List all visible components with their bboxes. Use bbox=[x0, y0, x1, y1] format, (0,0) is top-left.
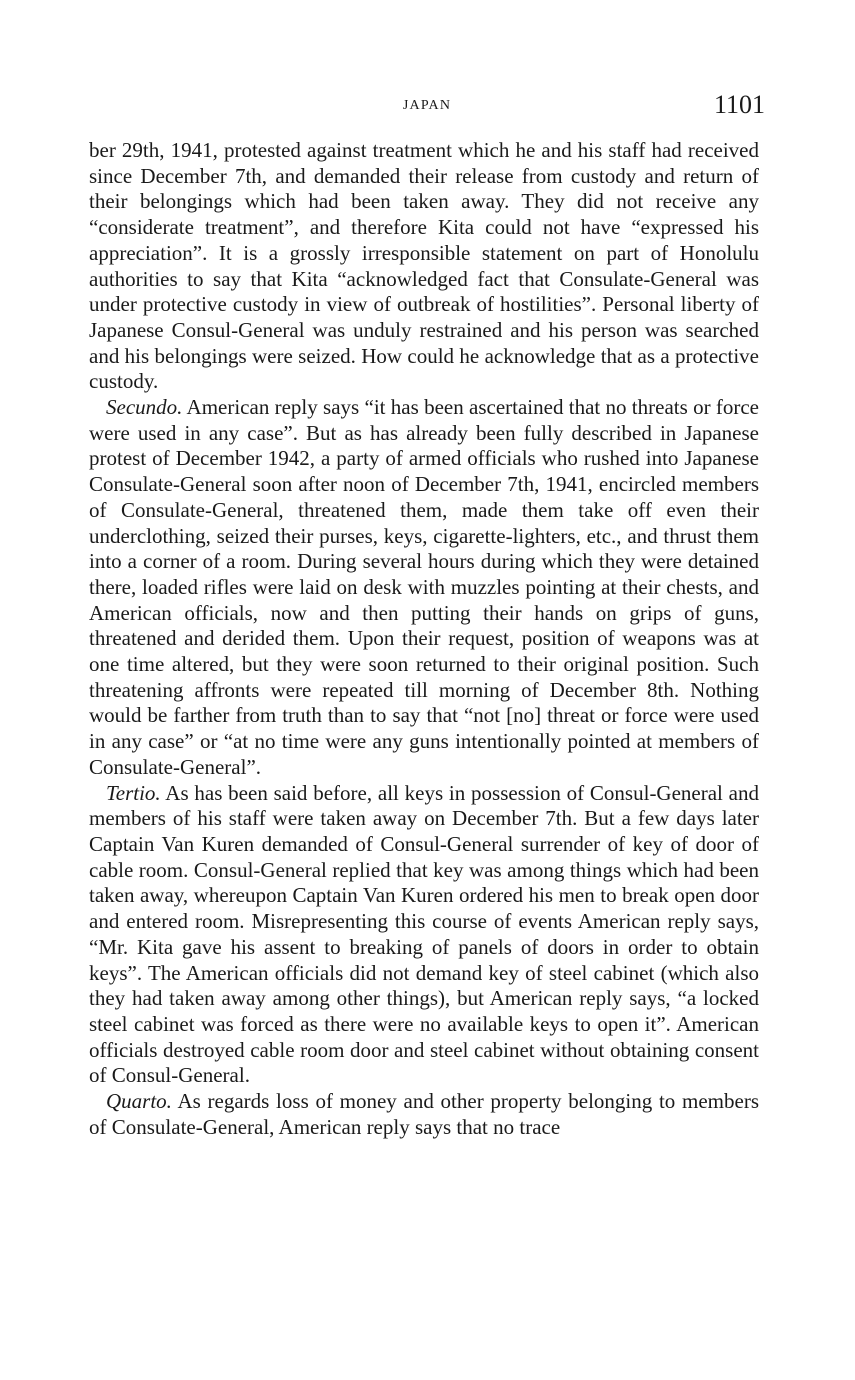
paragraph-tertio bbox=[89, 781, 759, 1089]
page-header bbox=[89, 90, 765, 126]
page-number: 1101 bbox=[713, 90, 765, 119]
paragraph-secundo bbox=[89, 395, 759, 781]
paragraph-continuation bbox=[89, 138, 759, 395]
paragraph-lead: Tertio. bbox=[106, 780, 161, 805]
paragraph-text: ber 29th, 1941, protested against treatment which he and his staff had received since December 7th, and demanded their release from custody and return of their belongings which had been taken away. They did not receive any “considerate treatment”, and therefore Kita could not have “expressed his appreciation”. It is a grossly irresponsible statement on part of Honolulu authorities to say that Kita “acknowledged fact that Consulate-General was under protective custody in view of outbreak of hostilities”. Personal liberty of Japanese Consul-General was unduly restrained and his person was searched and his belongings were seized. How could he acknowledge that as a protective custody. bbox=[89, 138, 759, 394]
running-head: JAPAN bbox=[402, 98, 452, 113]
paragraph-text: As regards loss of money and other property belonging to members of Consulate-General, American reply says that no trace bbox=[89, 1089, 759, 1139]
paragraph-quarto bbox=[89, 1089, 759, 1140]
paragraph-text: As has been said before, all keys in possession of Consul-General and members of his staff were taken away on December 7th. But a few days later Captain Van Kuren demanded of Consul-General surrender of key of door of cable room. Consul-General replied that key was among things which had been taken away, whereupon Captain Van Kuren ordered his men to break open door and entered room. Misrepresenting this course of events American reply says, “Mr. Kita gave his assent to breaking of panels of doors in order to obtain keys”. The American officials did not demand key of steel cabinet (which also they had taken away among other things), but American reply says, “a locked steel cabinet was forced as there were no available keys to open it”. American officials destroyed cable room door and steel cabinet without obtaining consent of Consul-General. bbox=[89, 780, 759, 1088]
paragraph-lead: Secundo. bbox=[106, 395, 183, 420]
body-text bbox=[89, 138, 759, 1140]
paragraph-lead: Quarto. bbox=[106, 1089, 172, 1114]
paragraph-text: American reply says “it has been ascertained that no threats or force were used in any case”. But as has already been fully described in Japanese protest of December 1942, a party of armed officials who rushed into Japanese Consulate-General soon after noon of December 7th, 1941, encircled members of Consulate-General, threatened them, made them take off even their underclothing, seized their purses, keys, cigarette-lighters, etc., and thrust them into a corner of a room. During several hours during which they were detained there, loaded rifles were laid on desk with muzzles pointing at their chests, and American officials, now and then putting their hands on grips of guns, threatened and derided them. Upon their request, position of weapons was at one time altered, but they were soon returned to their original position. Such threatening affronts were repeated till morning of December 8th. Nothing would be farther from truth than to say that “not [no] threat or force were used in any case” or “at no time were any guns intentionally pointed at members of Consulate-General”. bbox=[89, 395, 759, 779]
